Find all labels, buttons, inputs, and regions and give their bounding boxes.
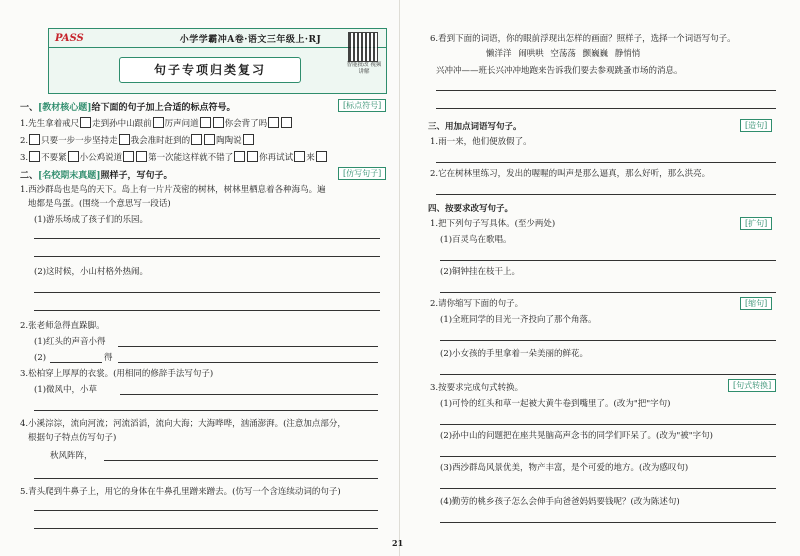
answer-line[interactable] [34, 292, 380, 293]
p1-line2: 地都是鸟蛋。(围绕一个意思写一段话) [28, 199, 171, 209]
answer-line[interactable] [34, 256, 380, 257]
p5-line1: 5.青头爬到牛鼻子上，用它的身体在牛鼻孔里蹭来蹭去。(仿写一个含连续动词的句子) [20, 487, 341, 497]
answer-box[interactable] [68, 151, 79, 162]
answer-box[interactable] [29, 134, 40, 145]
p2-sub-a: (1)红头的声音小得 [34, 337, 106, 347]
r3-sub-d: (4)勤劳的桃乡孩子怎么会伸手向爸爸妈妈要钱呢？(改为陈述句) [440, 497, 680, 507]
r1-sub-b: (2)铜钟挂在枝干上。 [440, 267, 521, 277]
badge-sentence: [造句] [740, 119, 772, 132]
p1-sub-a: (1)游乐场成了孩子们的乐园。 [34, 215, 149, 225]
answer-line[interactable] [34, 510, 378, 511]
answer-line[interactable] [436, 108, 776, 109]
r2-sub-a: (1)全班同学的目光一齐投向了那个角落。 [440, 315, 597, 325]
badge-transform: [句式转换] [728, 379, 776, 392]
p6-line1: 6.看到下面的词语，你的眼前浮现出怎样的画面？照样子，选择一个词语写句子。 [430, 34, 736, 44]
answer-box[interactable] [80, 117, 91, 128]
answer-box[interactable] [213, 117, 224, 128]
answer-box[interactable] [234, 151, 245, 162]
q2-row: 2. 只要一步一步坚持走 我会准时赶到的 陶陶说 [20, 134, 255, 147]
p1-sub-b: (2)这时候，小山村格外热闹。 [34, 267, 149, 277]
badge-shorten: [缩句] [740, 297, 772, 310]
logo: PASS [55, 32, 84, 44]
answer-box[interactable] [200, 117, 211, 128]
p6-example: 兴冲冲——班长兴冲冲地跑来告诉我们要去参观跳蚤市场的消息。 [436, 66, 683, 76]
answer-line[interactable] [104, 460, 378, 461]
badge-expand: [扩句] [740, 217, 772, 230]
q3-row: 3. 不要紧 小公鸡说道 第一次能这样就不错了 你再试试 来 [20, 151, 328, 164]
s3-q1: 1.雨一来，他们便放假了。 [430, 137, 532, 147]
answer-box[interactable] [316, 151, 327, 162]
p3-sub-a: (1)微风中，小草 [34, 385, 98, 395]
answer-box[interactable] [294, 151, 305, 162]
p1-line1: 1.西沙群岛也是鸟的天下。岛上有一片片茂密的树林，树林里栖息着各种海鸟。遍 [20, 185, 326, 195]
q1-row: 1.先生拿着戒尺 走到孙中山跟前 厉声问道 你会背了吗 [20, 117, 293, 130]
r3-sub-a: (1)可怜的红头和草一起被大黄牛卷到嘴里了。(改为"把"字句) [440, 399, 671, 409]
badge-imitation: [仿写句子] [338, 167, 386, 180]
badge-punctuation: [标点符号] [338, 99, 386, 112]
p4-line2: 根据句子特点仿写句子) [28, 433, 117, 443]
answer-box[interactable] [247, 151, 258, 162]
answer-box[interactable] [119, 134, 130, 145]
answer-box[interactable] [281, 117, 292, 128]
series-title: 小学学霸冲A卷·语文三年级上·RJ [179, 34, 322, 45]
p2-sub-b: (2) [34, 353, 47, 363]
r3-sub-b: (2)孙中山的问题把在座共晃脑高声念书的同学们吓呆了。(改为"被"字句) [440, 431, 713, 441]
answer-line[interactable] [34, 310, 380, 311]
answer-line[interactable] [50, 362, 102, 363]
section-2-heading: 二、[名校期末真题]照样子，写句子。 [20, 171, 173, 181]
answer-line[interactable] [34, 528, 378, 529]
answer-box[interactable] [268, 117, 279, 128]
r2-sub-b: (2)小女孩的手里拿着一朵美丽的鲜花。 [440, 349, 589, 359]
section-3-heading: 三、用加点词语写句子。 [428, 122, 522, 132]
answer-line[interactable] [440, 424, 776, 425]
answer-box[interactable] [191, 134, 202, 145]
qr-code-icon[interactable] [348, 32, 378, 62]
qr-label: 智能批改 视频讲解 [346, 62, 382, 75]
p2-sub-c: 得 [104, 353, 113, 363]
p3-line1: 3.松柏穿上厚厚的衣裳。(用相同的修辞手法写句子) [20, 369, 214, 379]
answer-line[interactable] [440, 340, 776, 341]
r1-line1: 1.把下列句子写具体。(至少两处) [430, 219, 556, 229]
p4-sub-a: 秋风阵阵， [50, 451, 93, 461]
answer-line[interactable] [440, 522, 776, 523]
page-title: 句子专项归类复习 [119, 57, 301, 83]
answer-line[interactable] [34, 410, 378, 411]
answer-box[interactable] [136, 151, 147, 162]
answer-line[interactable] [440, 488, 776, 489]
p4-line1: 4.小溪淙淙，流向河流；河流滔滔，流向大海；大海哗哗，汹涌澎湃。(注意加点部分， [20, 419, 346, 429]
page-number: 21 [392, 538, 404, 548]
answer-line[interactable] [34, 238, 380, 239]
answer-line[interactable] [118, 346, 378, 347]
answer-line[interactable] [440, 374, 776, 375]
answer-line[interactable] [440, 292, 776, 293]
p2-line1: 2.张老师急得直跺脚。 [20, 321, 105, 331]
section-1-heading: 一、[教材核心题]给下面的句子加上合适的标点符号。 [20, 103, 236, 113]
answer-line[interactable] [436, 162, 776, 163]
answer-line[interactable] [34, 478, 378, 479]
answer-box[interactable] [29, 151, 40, 162]
p6-words: 懒洋洋 闹哄哄 空荡荡 颤巍巍 静悄悄 [486, 49, 641, 59]
answer-line[interactable] [436, 90, 776, 91]
answer-box[interactable] [153, 117, 164, 128]
answer-box[interactable] [204, 134, 215, 145]
answer-line[interactable] [436, 194, 776, 195]
right-page [400, 0, 800, 556]
answer-box[interactable] [243, 134, 254, 145]
answer-line[interactable] [120, 394, 378, 395]
r3-sub-c: (3)西沙群岛风景优美，物产丰富，是个可爱的地方。(改为感叹句) [440, 463, 689, 473]
section-4-heading: 四、按要求改写句子。 [428, 204, 514, 214]
r3-line1: 3.按要求完成句式转换。 [430, 383, 524, 393]
answer-line[interactable] [118, 362, 378, 363]
answer-line[interactable] [440, 260, 776, 261]
r1-sub-a: (1)百灵鸟在歌唱。 [440, 235, 512, 245]
answer-box[interactable] [123, 151, 134, 162]
answer-line[interactable] [440, 456, 776, 457]
header-banner [48, 28, 387, 94]
s3-q2: 2.它在树林里练习，发出的喔喔的叫声是那么逼真，那么好听，那么洪亮。 [430, 169, 711, 179]
r2-line1: 2.请你缩写下面的句子。 [430, 299, 524, 309]
